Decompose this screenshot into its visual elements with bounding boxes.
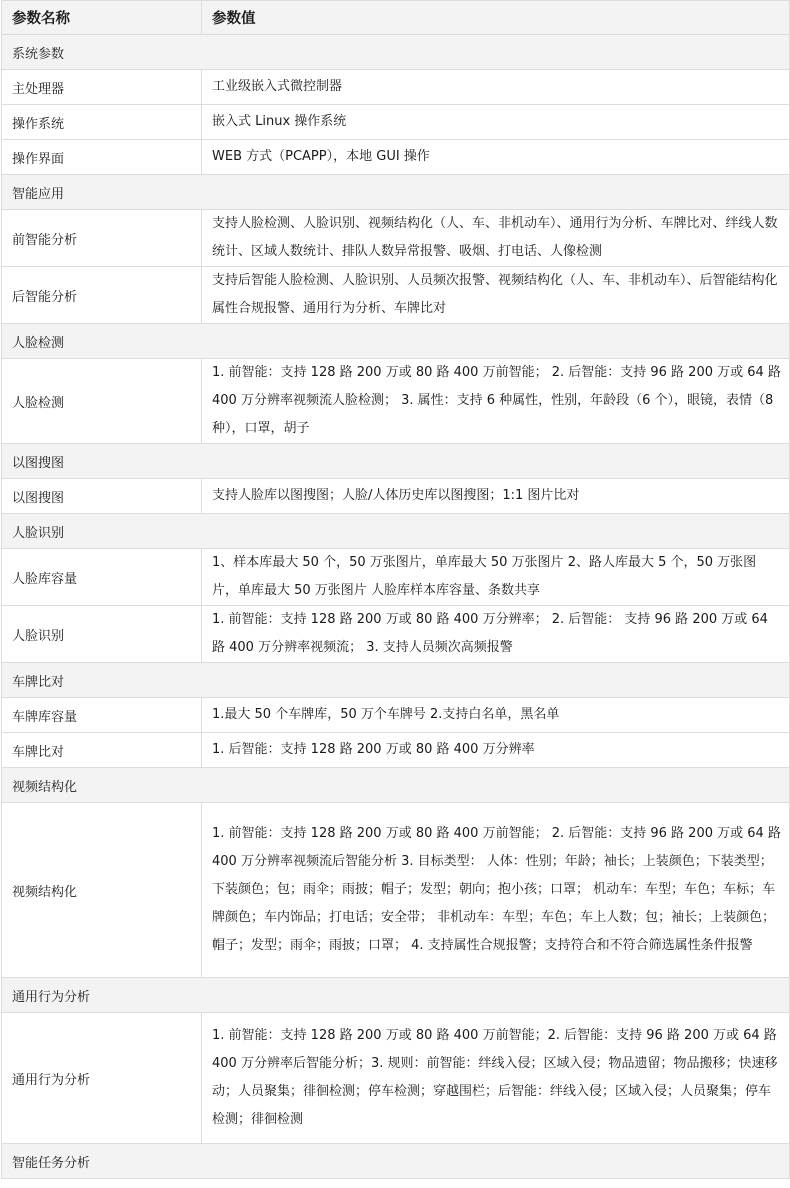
param-value: 1、样本库最大 50 个，50 万张图片，单库最大 50 万张图片 2、路人库最大 5 个，50 万张图片，单库最大 50 万张图片 人脸库样本库容量、条数共享: [202, 549, 790, 606]
table-row: [2, 267, 790, 324]
param-name: 车牌比对: [2, 733, 202, 768]
section-title: 系统参数: [2, 35, 790, 70]
section-row: [2, 444, 790, 479]
table-row: [2, 549, 790, 606]
table-row: [2, 479, 790, 514]
param-name: 人脸识别: [2, 606, 202, 663]
header-param-name: 参数名称: [2, 1, 202, 35]
section-row: [2, 35, 790, 70]
section-title: 人脸识别: [2, 514, 790, 549]
param-value: WEB 方式（PCAPP），本地 GUI 操作: [202, 140, 790, 175]
param-value: 支持人脸库以图搜图；人脸/人体历史库以图搜图；1:1 图片比对: [202, 479, 790, 514]
section-title: 车牌比对: [2, 663, 790, 698]
section-title: 以图搜图: [2, 444, 790, 479]
param-name: 后智能分析: [2, 267, 202, 324]
table-row: [2, 803, 790, 978]
table-row: [2, 210, 790, 267]
param-value: 1. 前智能：支持 128 路 200 万或 80 路 400 万前智能； 2. 后智能：支持 96 路 200 万或 64 路 400 万分辨率视频流后智能分析 3. 目标类型： 人体：性别；年龄；袖长；上装颜色；下装类型；下装颜色；包；雨伞；雨披；帽子；发型；朝向；抱小孩；口罩； 机动车：车型；车色；车标；车牌颜色；车内饰品；打电话；安全带； 非机动车：车型；车色；车上人数；包；袖长；上装颜色；帽子；发型；雨伞；雨披；口罩； 4. 支持属性合规报警；支持符合和不符合筛选属性条件报警: [202, 803, 790, 978]
section-row: [2, 1144, 790, 1179]
table-row: [2, 70, 790, 105]
section-row: [2, 978, 790, 1013]
header-param-value: 参数值: [202, 1, 790, 35]
table-row: [2, 606, 790, 663]
param-name: 人脸检测: [2, 359, 202, 444]
param-name: 主处理器: [2, 70, 202, 105]
table-row: [2, 140, 790, 175]
spec-table: [1, 0, 790, 1179]
section-row: [2, 175, 790, 210]
table-header-row: [2, 1, 790, 35]
param-value: 1. 前智能：支持 128 路 200 万或 80 路 400 万前智能； 2. 后智能：支持 96 路 200 万或 64 路 400 万分辨率视频流人脸检测； 3. 属性：支持 6 种属性，性别，年龄段（6 个），眼镜，表情（8 种），口罩，胡子: [202, 359, 790, 444]
section-title: 人脸检测: [2, 324, 790, 359]
param-name: 操作界面: [2, 140, 202, 175]
param-name: 车牌库容量: [2, 698, 202, 733]
param-value: 1. 后智能：支持 128 路 200 万或 80 路 400 万分辨率: [202, 733, 790, 768]
table-row: [2, 105, 790, 140]
section-title: 通用行为分析: [2, 978, 790, 1013]
param-name: 人脸库容量: [2, 549, 202, 606]
section-row: [2, 514, 790, 549]
param-name: 通用行为分析: [2, 1013, 202, 1144]
section-title: 视频结构化: [2, 768, 790, 803]
param-value: 支持后智能人脸检测、人脸识别、人员频次报警、视频结构化（人、车、非机动车）、后智能结构化属性合规报警、通用行为分析、车牌比对: [202, 267, 790, 324]
param-value: 工业级嵌入式微控制器: [202, 70, 790, 105]
param-value: 1. 前智能：支持 128 路 200 万或 80 路 400 万分辨率； 2. 后智能： 支持 96 路 200 万或 64 路 400 万分辨率视频流； 3. 支持人员频次高频报警: [202, 606, 790, 663]
param-value: 支持人脸检测、人脸识别、视频结构化（人、车、非机动车）、通用行为分析、车牌比对、绊线人数统计、区域人数统计、排队人数异常报警、吸烟、打电话、人像检测: [202, 210, 790, 267]
param-name: 前智能分析: [2, 210, 202, 267]
section-title: 智能应用: [2, 175, 790, 210]
section-title: 智能任务分析: [2, 1144, 790, 1179]
table-row: [2, 359, 790, 444]
section-row: [2, 324, 790, 359]
param-name: 以图搜图: [2, 479, 202, 514]
table-row: [2, 733, 790, 768]
section-row: [2, 663, 790, 698]
table-row: [2, 1013, 790, 1144]
param-value: 嵌入式 Linux 操作系统: [202, 105, 790, 140]
table-row: [2, 698, 790, 733]
param-name: 视频结构化: [2, 803, 202, 978]
param-name: 操作系统: [2, 105, 202, 140]
section-row: [2, 768, 790, 803]
param-value: 1. 前智能：支持 128 路 200 万或 80 路 400 万前智能；2. 后智能：支持 96 路 200 万或 64 路 400 万分辨率后智能分析；3. 规则：前智能：绊线入侵；区域入侵；物品遗留；物品搬移；快速移动；人员聚集；徘徊检测；停车检测；穿越围栏；后智能：绊线入侵；区域入侵；人员聚集；停车检测；徘徊检测: [202, 1013, 790, 1144]
param-value: 1.最大 50 个车牌库，50 万个车牌号 2.支持白名单，黑名单: [202, 698, 790, 733]
